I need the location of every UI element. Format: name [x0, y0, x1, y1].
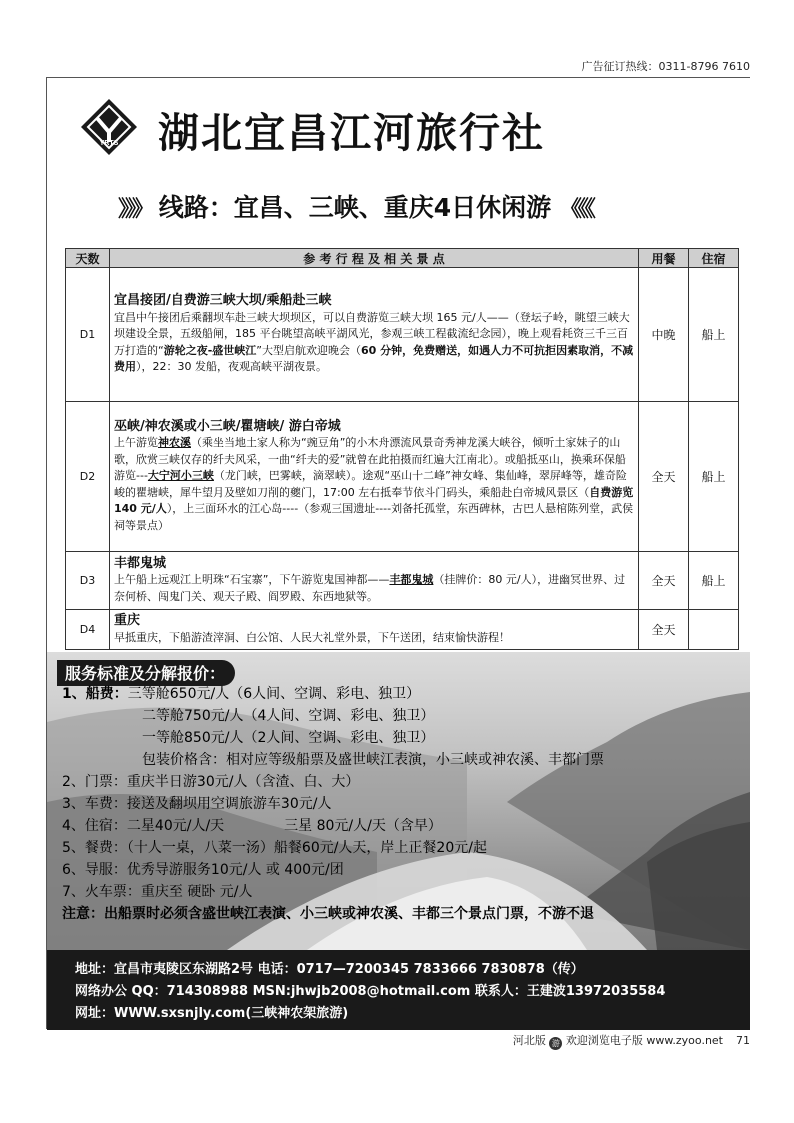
plan-spot-name: 神农溪 — [158, 436, 191, 450]
service-ship-second: 二等舱750元/人（4人间、空调、彩电、独卫） — [142, 708, 435, 724]
plan-cell — [110, 402, 639, 552]
plan-desc-bold: 60 分钟，免费赠送，如遇人力不可抗拒因素取消，不减费用 — [114, 343, 634, 374]
plan-desc-text: 上午船上远观江上明珠“石宝寨”，下午游览鬼国神都—— — [114, 573, 390, 587]
plan-desc-bold: 自费游览 140 元/人 — [114, 485, 634, 516]
route-right-chevrons: 《《《 — [559, 197, 592, 222]
footer-slogan: 欢迎浏览电子版 www.zyoo.net — [565, 1034, 723, 1047]
service-hotel — [62, 815, 442, 837]
service-transport: 3、车费：接送及翻坝用空调旅游车30元/人 — [62, 796, 332, 812]
services-title: 服务标准及分解报价： — [57, 660, 235, 686]
plan-cell — [110, 552, 639, 610]
header-stay: 住宿 — [689, 249, 739, 268]
plan-desc-text: 上午游览 — [114, 436, 158, 450]
table-row — [66, 610, 739, 650]
day-cell: D2 — [66, 402, 110, 552]
plan-cell — [110, 610, 639, 650]
contact-address: 地址：宜昌市夷陵区东湖路2号 电话：0717—7200345 7833666 7830878（传） — [75, 962, 584, 977]
ad-hotline: 广告征订热线：0311-8796 7610 — [581, 60, 750, 73]
plan-show-name: 游轮之夜-盛世峡江 — [163, 343, 257, 357]
plan-title: 宜昌接团/自费游三峡大坝/乘船赴三峡 — [114, 293, 332, 309]
table-row — [66, 552, 739, 610]
stay-cell: 船上 — [689, 268, 739, 402]
plan-desc-text: ），22：30 发船，夜观高峡平湖夜景。 — [136, 360, 327, 374]
route-title — [118, 188, 678, 224]
footer-badge-icon: 游 — [549, 1037, 562, 1050]
footer-edition: 河北版 — [512, 1034, 546, 1047]
plan-desc-text: （乘坐当地土家人称为“豌豆角”的小木舟漂流风景奇秀神龙溪大峡谷，倾听土家妹子的山歌，欣赏三峡仅存的纤夫风采，一曲“纤夫的爱”就曾在此拍摄而红遍大江南北）。或船抵巫山，换乘环保船游览--- — [114, 436, 626, 483]
route-title-text: 线路：宜昌、三峡、重庆4日休闲游 — [158, 193, 552, 222]
table-header-row — [66, 249, 739, 268]
company-name: 湖北宜昌江河旅行社 — [158, 109, 545, 157]
logo-text: YRTS — [99, 140, 119, 147]
plan-spot-name: 大宁河小三峡 — [147, 469, 214, 483]
stay-cell — [689, 610, 739, 650]
stay-cell: 船上 — [689, 552, 739, 610]
page-number: 71 — [736, 1034, 750, 1047]
day-cell: D4 — [66, 610, 110, 650]
meals-cell: 全天 — [639, 552, 689, 610]
header-day: 天数 — [66, 249, 110, 268]
day-cell: D3 — [66, 552, 110, 610]
contact-website: 网址：WWW.sxsnjly.com(三峡神农架旅游) — [75, 1006, 349, 1021]
meals-cell: 中晚 — [639, 268, 689, 402]
stay-cell: 船上 — [689, 402, 739, 552]
plan-desc-text: （挂牌价：80 元/人），进幽冥世界、过奈何桥、闯鬼门关、观天子殿、阎罗殿、东西地狱等。 — [114, 573, 626, 603]
plan-desc — [114, 310, 634, 376]
plan-desc-text: ”大型启航欢迎晚会（ — [256, 343, 361, 357]
service-ship-third: 三等舱650元/人（6人间、空调、彩电、独卫） — [127, 686, 421, 702]
service-note: 注意：出船票时必须含盛世峡江表演、小三峡或神农溪、丰都三个景点门票，不游不退 — [62, 906, 594, 922]
header-meals: 用餐 — [639, 249, 689, 268]
plan-title: 丰都鬼城 — [114, 555, 167, 571]
meals-cell: 全天 — [639, 610, 689, 650]
frame-top-rule — [46, 77, 750, 78]
header-plan: 参 考 行 程 及 相 关 景 点 — [110, 249, 639, 268]
service-hotel-two-star: 4、住宿：二星40元/人/天 — [62, 818, 225, 834]
company-logo-icon — [80, 98, 138, 156]
service-ship-package: 包装价格含：相对应等级船票及盛世峡江表演，小三峡或神农溪、丰都门票 — [142, 752, 604, 768]
plan-desc — [114, 435, 634, 534]
service-train: 7、火车票：重庆至 硬卧 元/人 — [62, 884, 253, 900]
plan-desc-text: ），上三面环水的江心岛----（参观三国遗址----刘备托孤堂，东西碑林，古巴人悬棺陈列堂，武侯祠等景点） — [114, 502, 634, 532]
service-meals: 5、餐费：（十人一桌，八菜一汤）船餐60元/人天，岸上正餐20元/起 — [62, 840, 487, 856]
plan-desc-text: （龙门峡，巴雾峡，滴翠峡）。途观“巫山十二峰”神女峰、集仙峰，翠屏峰等，雄奇险峻的瞿塘峡，犀牛望月及壁如刀削的夔门，17:00 左右抵奉节依斗门码头，乘船赴白帝城风景区（ — [114, 469, 627, 499]
plan-desc — [114, 572, 634, 605]
plan-cell — [110, 268, 639, 402]
service-guide: 6、导服：优秀导游服务10元/人 或 400元/团 — [62, 862, 344, 878]
service-ship-first: 一等舱850元/人（2人间、空调、彩电、独卫） — [142, 730, 435, 746]
table-row — [66, 402, 739, 552]
contact-panel — [47, 950, 750, 1030]
table-row — [66, 268, 739, 402]
page-footer — [513, 1032, 750, 1050]
plan-title: 重庆 — [114, 613, 141, 628]
service-tickets: 2、门票：重庆半日游30元/人（含渣、白、大） — [62, 774, 360, 790]
plan-desc: 早抵重庆，下船游渣滓洞、白公馆、人民大礼堂外景，下午送团，结束愉快游程！ — [114, 630, 510, 644]
service-hotel-three-star: 三星 80元/人/天（含早） — [284, 818, 442, 834]
itinerary-table — [65, 248, 739, 650]
day-cell: D1 — [66, 268, 110, 402]
service-ship-line — [62, 683, 420, 705]
service-ship-label: 1、船费： — [62, 686, 128, 702]
meals-cell: 全天 — [639, 402, 689, 552]
plan-spot-name: 丰都鬼城 — [389, 573, 434, 587]
plan-title: 巫峡/神农溪或小三峡/瞿塘峡/ 游白帝城 — [114, 418, 341, 434]
route-left-chevrons: 》》》 — [118, 197, 151, 222]
contact-online: 网络办公 QQ：714308988 MSN:jhwjb2008@hotmail.com 联系人：王建波13972035584 — [75, 984, 666, 999]
plan-desc-text: 宜昌中午接团后乘翻坝车赴三峡大坝坝区，可以自费游览三峡大坝 165 元/人——（登坛子岭，眺望三峡大坝建设全景，五级船闸，185 平台眺望高峡平湖风光，参观三峡工程截流纪念园），晚上观看耗资三千三百万打造的“ — [114, 310, 630, 357]
